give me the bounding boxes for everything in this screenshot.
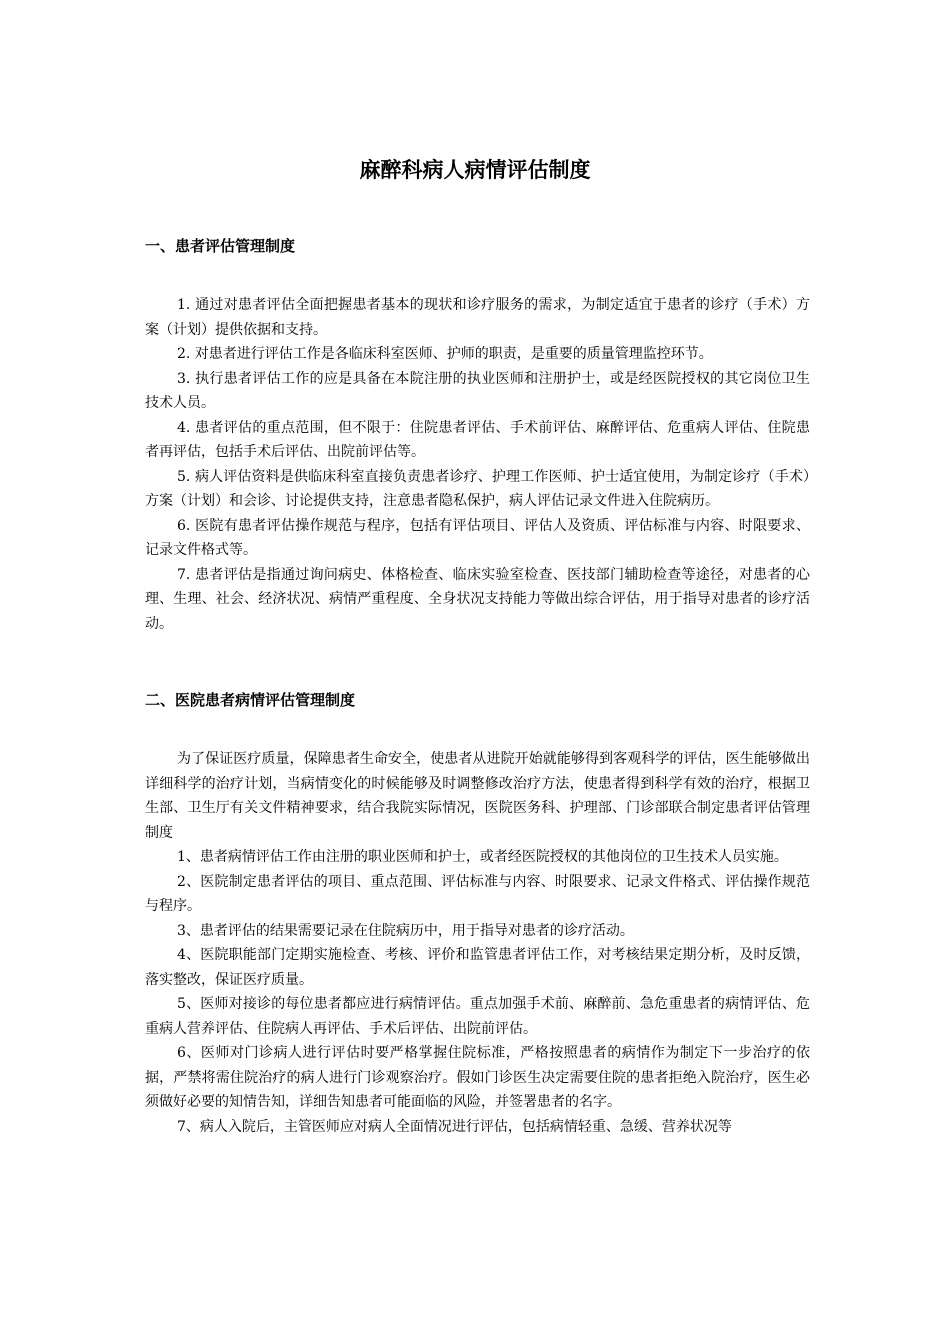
- section-1-heading: 一、患者评估管理制度: [145, 237, 296, 255]
- section-2-paragraph-4: 4、医院职能部门定期实施检查、考核、评价和监管患者评估工作，对考核结果定期分析，及时反馈，落实整改，保证医疗质量。: [145, 947, 810, 988]
- section-1-paragraph-1: 1. 通过对患者评估全面把握患者基本的现状和诊疗服务的需求，为制定适宜于患者的诊疗（手术）方案（计划）提供依据和支持。: [145, 297, 810, 338]
- section-2-paragraph-6: 6、医师对门诊病人进行评估时要严格掌握住院标准，严格按照患者的病情作为制定下一步治疗的依据，严禁将需住院治疗的病人进行门诊观察治疗。假如门诊医生决定需要住院的患者拒绝入院治疗，医生必须做好必要的知情告知，详细告知患者可能面临的风险，并签署患者的名字。: [145, 1045, 810, 1110]
- section-2-paragraph-intro: 为了保证医疗质量，保障患者生命安全，使患者从进院开始就能够得到客观科学的评估，医生能够做出详细科学的治疗计划，当病情变化的时候能够及时调整修改治疗方法，使患者得到科学有效的治疗，根据卫生部、卫生厅有关文件精神要求，结合我院实际情况，医院医务科、护理部、门诊部联合制定患者评估管理制度: [145, 751, 810, 841]
- section-2-paragraph-1: 1、患者病情评估工作由注册的职业医师和护士，或者经医院授权的其他岗位的卫生技术人员实施。: [177, 849, 788, 865]
- section-2-paragraph-2: 2、医院制定患者评估的项目、重点范围、评估标准与内容、时限要求、记录文件格式、评估操作规范与程序。: [145, 873, 810, 914]
- section-1-paragraph-2: 2. 对患者进行评估工作是各临床科室医师、护师的职责，是重要的质量管理监控环节。: [177, 346, 713, 362]
- section-1-paragraph-6: 6. 医院有患者评估操作规范与程序，包括有评估项目、评估人及资质、评估标准与内容、时限要求、记录文件格式等。: [145, 517, 810, 558]
- section-2-paragraph-3: 3、患者评估的结果需要记录在住院病历中，用于指导对患者的诊疗活动。: [177, 922, 634, 939]
- section-1-paragraph-5: 5. 病人评估资料是供临床科室直接负责患者诊疗、护理工作医师、护士适宜使用，为制定诊疗（手术）方案（计划）和会诊、讨论提供支持，注意患者隐私保护，病人评估记录文件进入住院病历。: [145, 468, 810, 509]
- section-1-paragraph-7: 7. 患者评估是指通过询问病史、体格检查、临床实验室检查、医技部门辅助检查等途径，对患者的心理、生理、社会、经济状况、病情严重程度、全身状况支持能力等做出综合评估，用于指导对患者的诊疗活动。: [145, 566, 810, 632]
- section-1-body: [145, 293, 810, 636]
- section-1-paragraph-3: 3. 执行患者评估工作的应是具备在本院注册的执业医师和注册护士，或是经医院授权的其它岗位卫生技术人员。: [145, 370, 810, 411]
- section-2-heading: 二、医院患者病情评估管理制度: [145, 691, 356, 709]
- section-1-paragraph-4: 4. 患者评估的重点范围，但不限于：住院患者评估、手术前评估、麻醉评估、危重病人评估、住院患者再评估，包括手术后评估、出院前评估等。: [145, 419, 810, 460]
- document-title: 麻醉科病人病情评估制度: [359, 158, 591, 182]
- section-2-paragraph-7: 7、病人入院后，主管医师应对病人全面情况进行评估，包括病情轻重、急缓、营养状况等: [177, 1118, 732, 1135]
- section-2-body: [145, 747, 810, 1139]
- section-2-paragraph-5: 5、医师对接诊的每位患者都应进行病情评估。重点加强手术前、麻醉前、急危重患者的病情评估、危重病人营养评估、住院病人再评估、手术后评估、出院前评估。: [145, 996, 810, 1037]
